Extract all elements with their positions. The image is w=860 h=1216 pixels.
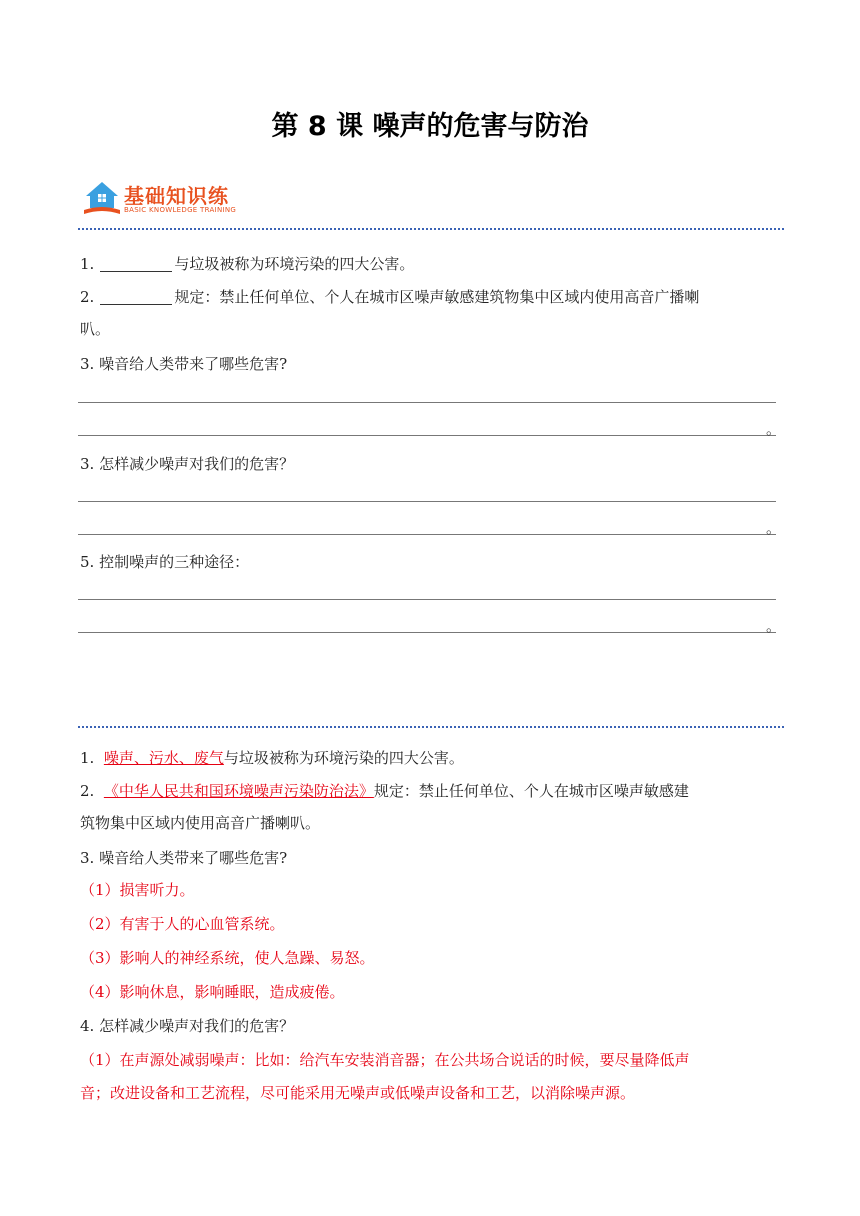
answer-line[interactable] xyxy=(78,501,776,502)
answer-3-item: （1）损害听力。 xyxy=(80,881,195,899)
question-2 xyxy=(80,280,776,314)
answer-text: 规定：禁止任何单位、个人在城市区噪声敏感建 xyxy=(373,782,689,800)
question-text: 规定：禁止任何单位、个人在城市区噪声敏感建筑物集中区域内使用高音广播喇 xyxy=(174,288,700,306)
answer-key: 《中华人民共和国环境噪声污染防治法》 xyxy=(103,782,374,800)
section-logo xyxy=(82,180,252,218)
question-1 xyxy=(80,247,776,281)
question-4: 3. 怎样减少噪声对我们的危害？ xyxy=(80,455,295,473)
answer-number: 1. xyxy=(80,749,95,767)
answer-line[interactable] xyxy=(78,534,776,535)
answer-line[interactable] xyxy=(78,435,776,436)
question-number: 1. xyxy=(80,255,95,273)
answer-4-line-2: 音；改进设备和工艺流程，尽可能采用无噪声或低噪声设备和工艺，以消除噪声源。 xyxy=(80,1084,636,1102)
section-divider-answers xyxy=(78,726,784,728)
answer-3-item: （2）有害于人的心血管系统。 xyxy=(80,915,285,933)
answer-key: 噪声、污水、废气 xyxy=(103,749,224,767)
logo-title: 基础知识练 xyxy=(124,184,229,208)
answer-2 xyxy=(80,774,786,808)
answer-line[interactable] xyxy=(78,632,776,633)
line-end-period: 。 xyxy=(766,420,782,438)
question-5: 5. 控制噪声的三种途径： xyxy=(80,553,250,571)
question-3: 3. 噪音给人类带来了哪些危害? xyxy=(80,355,288,373)
answer-blank[interactable] xyxy=(100,253,172,272)
question-2-continued: 叭。 xyxy=(80,320,111,338)
answer-4-line-1: （1）在声源处减弱噪声：比如：给汽车安装消音器；在公共场合说话的时候，要尽量降低声 xyxy=(80,1051,690,1069)
answer-3-item: （4）影响休息，影响睡眠，造成疲倦。 xyxy=(80,983,345,1001)
answer-3-question: 3. 噪音给人类带来了哪些危害? xyxy=(80,849,288,867)
answer-3-item: （3）影响人的神经系统，使人急躁、易怒。 xyxy=(80,949,375,967)
question-number: 2. xyxy=(80,288,95,306)
question-text: 与垃圾被称为环境污染的四大公害。 xyxy=(174,255,415,273)
page-title: 第 8 课 噪声的危害与防治 xyxy=(271,111,589,142)
section-divider-top xyxy=(78,228,784,230)
answer-2-continued: 筑物集中区域内使用高音广播喇叭。 xyxy=(80,814,321,832)
answer-4-question: 4. 怎样减少噪声对我们的危害？ xyxy=(80,1017,295,1035)
answer-blank[interactable] xyxy=(100,286,172,305)
answer-line[interactable] xyxy=(78,599,776,600)
line-end-period: 。 xyxy=(766,519,782,537)
answer-line[interactable] xyxy=(78,402,776,403)
house-book-icon xyxy=(82,180,122,216)
logo-subtitle: BASIC KNOWLEDGE TRAINING xyxy=(124,206,237,214)
answer-1 xyxy=(80,741,786,775)
answer-text: 与垃圾被称为环境污染的四大公害。 xyxy=(223,749,464,767)
line-end-period: 。 xyxy=(766,617,782,635)
answer-number: 2. xyxy=(80,782,95,800)
